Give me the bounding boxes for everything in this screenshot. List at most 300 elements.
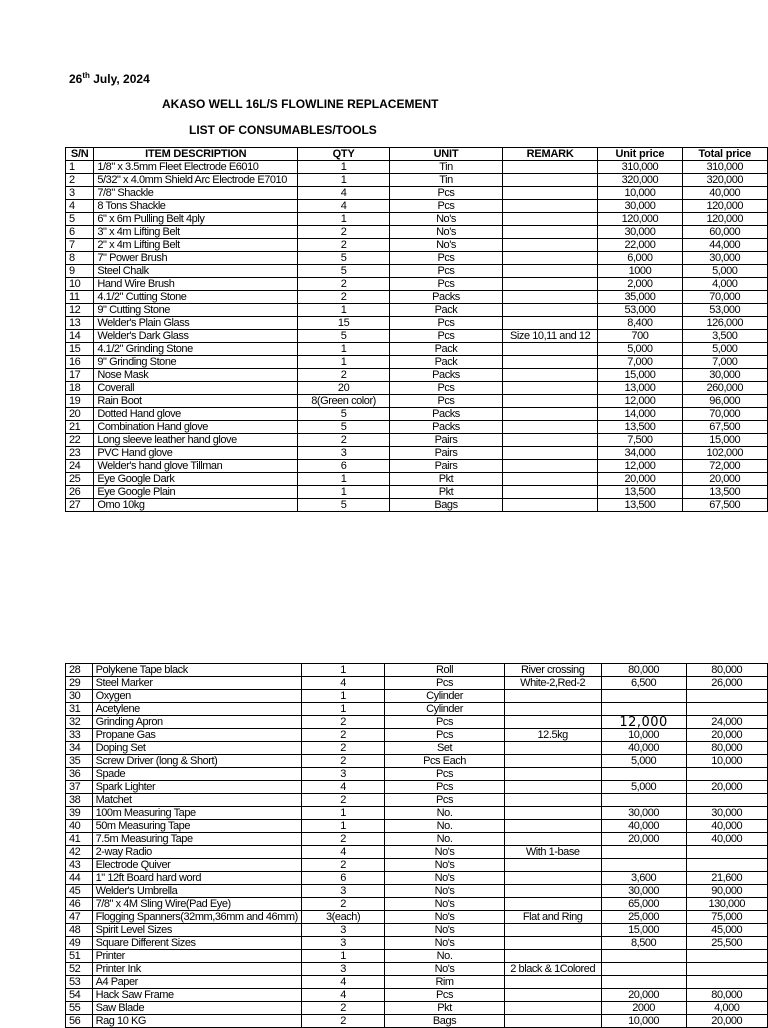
header-total-price: Total price — [682, 148, 767, 161]
cell-item-description: Spark Lighter — [92, 781, 301, 794]
cell-remark — [504, 937, 601, 950]
cell-remark — [502, 343, 597, 356]
cell-remark — [502, 382, 597, 395]
cell-unit-price — [601, 950, 686, 963]
cell-item-description: 3" x 4m Lifting Belt — [94, 226, 298, 239]
cell-total-price: 126,000 — [682, 317, 767, 330]
cell-sn: 22 — [66, 434, 94, 447]
cell-total-price: 130,000 — [686, 898, 767, 911]
cell-remark — [504, 807, 601, 820]
cell-unit-price: 34,000 — [598, 447, 682, 460]
cell-sn: 20 — [66, 408, 94, 421]
cell-remark — [504, 690, 601, 703]
header-unit: UNIT — [390, 148, 503, 161]
cell-item-description: Doping Set — [92, 742, 301, 755]
cell-sn: 23 — [66, 447, 94, 460]
cell-item-description: Printer Ink — [92, 963, 301, 976]
table-row — [66, 924, 768, 937]
cell-total-price: 40,000 — [686, 833, 767, 846]
header-unit-price: Unit price — [598, 148, 682, 161]
cell-item-description: Long sleeve leather hand glove — [94, 434, 298, 447]
table-row — [66, 499, 768, 512]
table-row — [66, 291, 768, 304]
cell-sn: 9 — [66, 265, 94, 278]
cell-unit: Packs — [390, 291, 503, 304]
cell-unit-price: 13,500 — [598, 486, 682, 499]
table-row — [66, 200, 768, 213]
cell-qty: 8(Green color) — [298, 395, 390, 408]
cell-total-price: 260,000 — [682, 382, 767, 395]
cell-unit-price: 6,000 — [598, 252, 682, 265]
table-row — [66, 213, 768, 226]
cell-item-description: 50m Measuring Tape — [92, 820, 301, 833]
cell-item-description: Square Different Sizes — [92, 937, 301, 950]
cell-unit-price: 12,000 — [601, 716, 686, 729]
cell-sn: 13 — [66, 317, 94, 330]
cell-sn: 40 — [66, 820, 93, 833]
header-remark: REMARK — [502, 148, 597, 161]
cell-remark — [504, 976, 601, 989]
cell-item-description: Hack Saw Frame — [92, 989, 301, 1002]
cell-total-price: 20,000 — [686, 1015, 767, 1028]
cell-total-price: 10,000 — [686, 755, 767, 768]
cell-unit-price — [601, 963, 686, 976]
cell-qty: 1 — [301, 820, 385, 833]
cell-total-price: 310,000 — [682, 161, 767, 174]
cell-remark — [504, 898, 601, 911]
cell-remark — [502, 304, 597, 317]
consumables-table-part-2 — [65, 663, 768, 1028]
cell-item-description: Polykene Tape black — [92, 664, 301, 677]
cell-qty: 3 — [298, 447, 390, 460]
cell-item-description: Spirit Level Sizes — [92, 924, 301, 937]
cell-item-description: Hand Wire Brush — [94, 278, 298, 291]
cell-unit: Pkt — [385, 1002, 504, 1015]
cell-sn: 45 — [66, 885, 93, 898]
cell-unit-price: 2000 — [601, 1002, 686, 1015]
date-suffix: th — [82, 71, 90, 80]
cell-item-description: Rag 10 KG — [92, 1015, 301, 1028]
cell-item-description: Propane Gas — [92, 729, 301, 742]
cell-item-description: Electrode Quiver — [92, 859, 301, 872]
cell-qty: 2 — [301, 755, 385, 768]
cell-item-description: Saw Blade — [92, 1002, 301, 1015]
cell-unit: Pcs — [385, 768, 504, 781]
cell-unit: Packs — [390, 408, 503, 421]
cell-remark: With 1-base — [504, 846, 601, 859]
cell-sn: 44 — [66, 872, 93, 885]
cell-sn: 37 — [66, 781, 93, 794]
cell-unit: Pairs — [390, 434, 503, 447]
cell-unit-price: 40,000 — [601, 820, 686, 833]
cell-item-description: 1" 12ft Board hard word — [92, 872, 301, 885]
cell-remark — [502, 473, 597, 486]
cell-remark — [502, 252, 597, 265]
cell-total-price: 24,000 — [686, 716, 767, 729]
cell-unit: Set — [385, 742, 504, 755]
cell-item-description: Rain Boot — [94, 395, 298, 408]
cell-remark — [504, 716, 601, 729]
cell-qty: 3 — [301, 937, 385, 950]
cell-qty: 2 — [298, 291, 390, 304]
cell-remark — [504, 755, 601, 768]
table-row — [66, 486, 768, 499]
cell-item-description: 7" Power Brush — [94, 252, 298, 265]
table-row — [66, 755, 768, 768]
cell-unit: Pcs — [390, 317, 503, 330]
cell-sn: 16 — [66, 356, 94, 369]
cell-qty: 2 — [298, 239, 390, 252]
cell-remark — [504, 872, 601, 885]
cell-sn: 31 — [66, 703, 93, 716]
cell-unit: No. — [385, 950, 504, 963]
cell-total-price: 67,500 — [682, 499, 767, 512]
cell-remark — [504, 768, 601, 781]
cell-qty: 4 — [298, 200, 390, 213]
cell-item-description: Acetylene — [92, 703, 301, 716]
cell-sn: 3 — [66, 187, 94, 200]
cell-unit-price: 35,000 — [598, 291, 682, 304]
cell-item-description: 5/32" x 4.0mm Shield Arc Electrode E7010 — [94, 174, 298, 187]
cell-remark — [504, 950, 601, 963]
table-row — [66, 963, 768, 976]
cell-sn: 24 — [66, 460, 94, 473]
cell-total-price: 44,000 — [682, 239, 767, 252]
cell-total-price — [686, 703, 767, 716]
cell-qty: 4 — [301, 677, 385, 690]
cell-unit-price: 1000 — [598, 265, 682, 278]
cell-remark — [502, 161, 597, 174]
cell-unit-price — [601, 846, 686, 859]
cell-sn: 32 — [66, 716, 93, 729]
cell-unit-price: 5,000 — [601, 755, 686, 768]
cell-sn: 25 — [66, 473, 94, 486]
cell-unit-price: 8,400 — [598, 317, 682, 330]
table-row — [66, 317, 768, 330]
cell-qty: 4 — [301, 976, 385, 989]
cell-remark — [504, 989, 601, 1002]
cell-unit: Cylinder — [385, 703, 504, 716]
cell-unit-price: 10,000 — [598, 187, 682, 200]
cell-remark — [502, 447, 597, 460]
cell-unit-price: 15,000 — [601, 924, 686, 937]
cell-item-description: 7.5m Measuring Tape — [92, 833, 301, 846]
cell-item-description: Eye Google Dark — [94, 473, 298, 486]
cell-qty: 2 — [301, 898, 385, 911]
cell-remark — [504, 794, 601, 807]
cell-item-description: Welder's Umbrella — [92, 885, 301, 898]
cell-unit-price: 53,000 — [598, 304, 682, 317]
cell-qty: 5 — [298, 330, 390, 343]
cell-total-price — [686, 963, 767, 976]
cell-unit: No's — [385, 846, 504, 859]
cell-total-price: 3,500 — [682, 330, 767, 343]
cell-unit-price: 310,000 — [598, 161, 682, 174]
cell-unit: No's — [385, 872, 504, 885]
cell-unit: Tin — [390, 161, 503, 174]
cell-unit: Pairs — [390, 447, 503, 460]
cell-unit: Tin — [390, 174, 503, 187]
cell-total-price: 90,000 — [686, 885, 767, 898]
cell-qty: 2 — [301, 742, 385, 755]
table-row — [66, 356, 768, 369]
cell-total-price: 320,000 — [682, 174, 767, 187]
cell-unit-price: 7,500 — [598, 434, 682, 447]
cell-sn: 29 — [66, 677, 93, 690]
table-row — [66, 161, 768, 174]
cell-remark — [504, 1002, 601, 1015]
cell-qty: 5 — [298, 421, 390, 434]
cell-sn: 14 — [66, 330, 94, 343]
cell-unit-price: 2,000 — [598, 278, 682, 291]
cell-remark — [502, 317, 597, 330]
consumables-table-part-1 — [65, 147, 768, 512]
document-title: AKASO WELL 16L/S FLOWLINE REPLACEMENT — [162, 97, 439, 111]
cell-total-price — [686, 976, 767, 989]
cell-item-description: Flogging Spanners(32mm,36mm and 46mm) — [92, 911, 301, 924]
cell-unit-price: 30,000 — [601, 807, 686, 820]
cell-remark — [504, 742, 601, 755]
cell-unit: Pcs — [385, 794, 504, 807]
cell-qty: 2 — [301, 729, 385, 742]
cell-sn: 17 — [66, 369, 94, 382]
table-row — [66, 690, 768, 703]
cell-total-price: 25,500 — [686, 937, 767, 950]
cell-total-price: 120,000 — [682, 213, 767, 226]
cell-item-description: 2" x 4m Lifting Belt — [94, 239, 298, 252]
table-row — [66, 460, 768, 473]
cell-total-price: 20,000 — [686, 781, 767, 794]
cell-total-price: 30,000 — [682, 252, 767, 265]
cell-unit: Packs — [390, 369, 503, 382]
cell-qty: 2 — [298, 434, 390, 447]
cell-total-price: 40,000 — [682, 187, 767, 200]
table-row — [66, 330, 768, 343]
cell-qty: 5 — [298, 265, 390, 278]
cell-unit-price: 22,000 — [598, 239, 682, 252]
cell-remark — [502, 278, 597, 291]
cell-qty: 6 — [298, 460, 390, 473]
table-row — [66, 872, 768, 885]
cell-qty: 2 — [298, 369, 390, 382]
cell-item-description: Oxygen — [92, 690, 301, 703]
header-qty: QTY — [298, 148, 390, 161]
table-row — [66, 885, 768, 898]
cell-qty: 20 — [298, 382, 390, 395]
cell-total-price: 45,000 — [686, 924, 767, 937]
cell-sn: 4 — [66, 200, 94, 213]
cell-sn: 6 — [66, 226, 94, 239]
cell-qty: 1 — [301, 950, 385, 963]
table-row — [66, 664, 768, 677]
cell-sn: 11 — [66, 291, 94, 304]
cell-qty: 1 — [301, 807, 385, 820]
cell-item-description: Printer — [92, 950, 301, 963]
cell-unit: Pcs — [385, 716, 504, 729]
cell-remark — [504, 703, 601, 716]
cell-item-description: 4.1/2" Grinding Stone — [94, 343, 298, 356]
cell-unit: Pcs — [390, 187, 503, 200]
table-row — [66, 833, 768, 846]
cell-unit-price: 65,000 — [601, 898, 686, 911]
cell-sn: 28 — [66, 664, 93, 677]
table-row — [66, 382, 768, 395]
table-row — [66, 304, 768, 317]
cell-sn: 47 — [66, 911, 93, 924]
cell-unit-price: 80,000 — [601, 664, 686, 677]
table-row — [66, 239, 768, 252]
table-row — [66, 395, 768, 408]
cell-total-price: 75,000 — [686, 911, 767, 924]
cell-unit-price: 13,000 — [598, 382, 682, 395]
cell-remark — [502, 239, 597, 252]
cell-item-description: Welder's Dark Glass — [94, 330, 298, 343]
cell-unit: Pcs — [390, 278, 503, 291]
cell-qty: 1 — [298, 356, 390, 369]
cell-sn: 12 — [66, 304, 94, 317]
cell-remark — [504, 924, 601, 937]
cell-item-description: 9" Grinding Stone — [94, 356, 298, 369]
cell-total-price: 80,000 — [686, 664, 767, 677]
cell-remark — [504, 885, 601, 898]
table-row — [66, 187, 768, 200]
cell-unit-price: 15,000 — [598, 369, 682, 382]
cell-sn: 46 — [66, 898, 93, 911]
cell-unit: No. — [385, 833, 504, 846]
cell-total-price: 15,000 — [682, 434, 767, 447]
cell-sn: 34 — [66, 742, 93, 755]
cell-total-price — [686, 768, 767, 781]
cell-sn: 27 — [66, 499, 94, 512]
cell-unit: Pcs Each — [385, 755, 504, 768]
cell-item-description: 9" Cutting Stone — [94, 304, 298, 317]
cell-unit-price: 3,600 — [601, 872, 686, 885]
cell-qty: 5 — [298, 408, 390, 421]
cell-qty: 1 — [298, 304, 390, 317]
cell-total-price: 40,000 — [686, 820, 767, 833]
table-row — [66, 768, 768, 781]
cell-total-price: 70,000 — [682, 291, 767, 304]
cell-sn: 49 — [66, 937, 93, 950]
cell-sn: 39 — [66, 807, 93, 820]
cell-unit: Pcs — [385, 781, 504, 794]
date-day: 26 — [69, 72, 83, 86]
cell-unit-price — [601, 703, 686, 716]
cell-unit: No's — [385, 924, 504, 937]
cell-total-price: 30,000 — [682, 369, 767, 382]
cell-total-price — [686, 950, 767, 963]
cell-unit: No's — [385, 859, 504, 872]
cell-unit: Roll — [385, 664, 504, 677]
cell-sn: 52 — [66, 963, 93, 976]
cell-unit: No's — [385, 885, 504, 898]
cell-unit: Rim — [385, 976, 504, 989]
cell-remark — [502, 213, 597, 226]
cell-sn: 36 — [66, 768, 93, 781]
table-row — [66, 781, 768, 794]
cell-qty: 1 — [298, 213, 390, 226]
cell-item-description: Welder's hand glove Tillman — [94, 460, 298, 473]
cell-remark — [502, 174, 597, 187]
cell-unit: Pack — [390, 343, 503, 356]
cell-total-price: 30,000 — [686, 807, 767, 820]
table-row — [66, 278, 768, 291]
cell-item-description: 2-way Radio — [92, 846, 301, 859]
cell-qty: 1 — [298, 473, 390, 486]
cell-qty: 3 — [301, 924, 385, 937]
cell-remark: Size 10,11 and 12 — [502, 330, 597, 343]
cell-unit-price: 120,000 — [598, 213, 682, 226]
cell-unit: Pcs — [385, 677, 504, 690]
cell-item-description: Spade — [92, 768, 301, 781]
cell-sn: 55 — [66, 1002, 93, 1015]
cell-item-description: 100m Measuring Tape — [92, 807, 301, 820]
cell-unit-price: 30,000 — [598, 200, 682, 213]
table-row — [66, 408, 768, 421]
cell-qty: 6 — [301, 872, 385, 885]
cell-qty: 15 — [298, 317, 390, 330]
cell-unit: Pcs — [385, 729, 504, 742]
cell-total-price: 4,000 — [682, 278, 767, 291]
cell-remark — [502, 395, 597, 408]
cell-remark: River crossing — [504, 664, 601, 677]
cell-item-description: 7/8" Shackle — [94, 187, 298, 200]
cell-qty: 4 — [298, 187, 390, 200]
cell-remark — [502, 369, 597, 382]
cell-sn: 7 — [66, 239, 94, 252]
table-row — [66, 937, 768, 950]
cell-unit-price: 12,000 — [598, 395, 682, 408]
table-row — [66, 434, 768, 447]
cell-item-description: Welder's Plain Glass — [94, 317, 298, 330]
cell-total-price: 53,000 — [682, 304, 767, 317]
table-row — [66, 369, 768, 382]
cell-remark — [502, 408, 597, 421]
table-row — [66, 729, 768, 742]
cell-qty: 2 — [298, 278, 390, 291]
table-row — [66, 421, 768, 434]
table-row — [66, 898, 768, 911]
cell-remark — [502, 486, 597, 499]
cell-unit-price: 8,500 — [601, 937, 686, 950]
cell-qty: 2 — [301, 1002, 385, 1015]
table-row — [66, 846, 768, 859]
cell-sn: 42 — [66, 846, 93, 859]
cell-unit-price: 13,500 — [598, 421, 682, 434]
cell-total-price: 67,500 — [682, 421, 767, 434]
cell-total-price: 96,000 — [682, 395, 767, 408]
cell-qty: 2 — [298, 226, 390, 239]
cell-total-price — [686, 794, 767, 807]
cell-unit: Pairs — [390, 460, 503, 473]
cell-qty: 2 — [301, 794, 385, 807]
cell-unit: Pack — [390, 304, 503, 317]
cell-remark — [502, 265, 597, 278]
cell-unit: Bags — [390, 499, 503, 512]
cell-unit: No's — [390, 213, 503, 226]
cell-remark — [504, 833, 601, 846]
cell-unit-price: 6,500 — [601, 677, 686, 690]
cell-qty: 4 — [301, 846, 385, 859]
cell-qty: 5 — [298, 499, 390, 512]
cell-total-price: 5,000 — [682, 265, 767, 278]
cell-unit-price: 30,000 — [601, 885, 686, 898]
cell-sn: 38 — [66, 794, 93, 807]
table-row — [66, 716, 768, 729]
cell-total-price: 21,600 — [686, 872, 767, 885]
cell-unit-price: 5,000 — [601, 781, 686, 794]
cell-remark — [504, 820, 601, 833]
